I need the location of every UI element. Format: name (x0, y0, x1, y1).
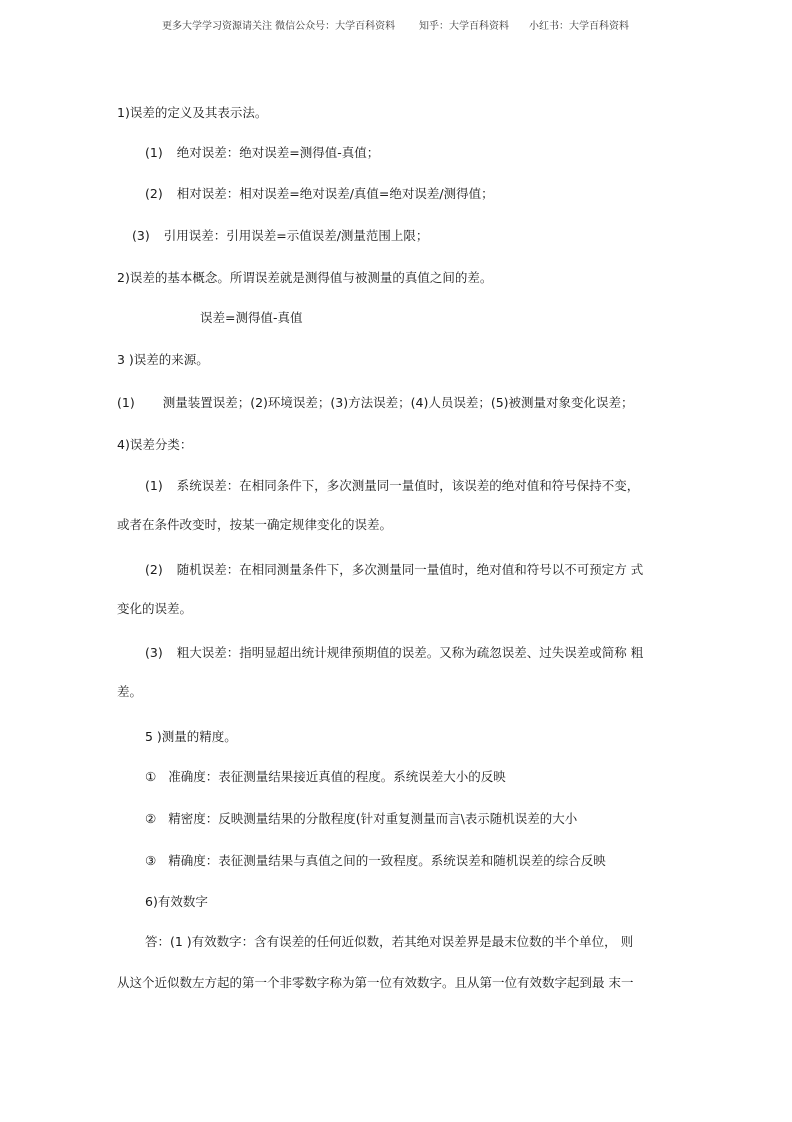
list-item (145, 853, 606, 869)
list-item (145, 562, 643, 578)
item-number: (1) (145, 145, 163, 160)
continuation-line: 变化的误差。 (117, 601, 193, 616)
list-item (117, 395, 634, 411)
header-wechat: 更多大学学习资源请关注 微信公众号：大学百科资料 (162, 21, 396, 32)
item-number: (1) (145, 478, 163, 493)
continuation-line: 或者在条件改变时，按某一确定规律变化的误差。 (117, 517, 393, 532)
section-5-heading: 5 )测量的精度。 (145, 729, 237, 744)
list-item (145, 811, 577, 827)
item-text: 精密度：反映测量结果的分散程度(针对重复测量而言\表示随机误差的大小 (168, 811, 578, 826)
list-item (145, 478, 639, 494)
header-zhihu: 知乎：大学百科资料 (419, 21, 509, 32)
item-text: 系统误差：在相同条件下，多次测量同一量值时，该误差的绝对值和符号保持不变， (176, 478, 640, 493)
continuation-line: 差。 (117, 684, 143, 699)
list-item (132, 228, 428, 244)
item-number: ③ (145, 853, 157, 868)
item-number: (3) (145, 645, 163, 660)
item-number: ② (145, 811, 157, 826)
item-text: 绝对误差：绝对误差=测得值-真值； (176, 145, 380, 160)
list-item (145, 145, 379, 161)
item-number: (2) (145, 562, 163, 577)
list-item (145, 769, 506, 785)
section-1-heading: 1)误差的定义及其表示法。 (117, 105, 268, 120)
item-text: 粗大误差：指明显超出统计规律预期值的误差。又称为疏忽误差、过失误差或简称 粗 (176, 645, 644, 660)
continuation-line: 从这个近似数左方起的第一个非零数字称为第一位有效数字。且从第一位有效数字起到最 末一 (117, 975, 634, 990)
item-text: 测量装置误差；(2)环境误差；(3)方法误差；(4)人员误差；(5)被测量对象变化误差； (162, 395, 634, 410)
section-4-heading: 4)误差分类： (117, 437, 193, 452)
section-3-heading: 3 )误差的来源。 (117, 352, 209, 367)
list-item (145, 645, 643, 661)
section-2-heading: 2)误差的基本概念。所谓误差就是测得值与被测量的真值之间的差。 (117, 270, 493, 285)
formula: 误差=测得值-真值 (200, 310, 303, 325)
item-text: 准确度：表征测量结果接近真值的程度。系统误差大小的反映 (168, 769, 506, 784)
section-6-heading: 6)有效数字 (145, 894, 208, 909)
header-xiaohongshu: 小红书：大学百科资料 (529, 21, 629, 32)
item-number: (2) (145, 186, 163, 201)
item-number: (1) (117, 395, 135, 410)
item-text: 引用误差：引用误差=示值误差/测量范围上限； (163, 228, 429, 243)
answer-line: 答：(1 )有效数字：含有误差的任何近似数，若其绝对误差界是最末位数的半个单位， 则 (145, 934, 634, 949)
item-text: 精确度：表征测量结果与真值之间的一致程度。系统误差和随机误差的综合反映 (168, 853, 606, 868)
item-number: (3) (132, 228, 150, 243)
item-text: 随机误差：在相同测量条件下，多次测量同一量值时，绝对值和符号以不可预定方 式 (176, 562, 644, 577)
item-number: ① (145, 769, 157, 784)
item-text: 相对误差：相对误差=绝对误差/真值=绝对误差/测得值； (176, 186, 494, 201)
list-item (145, 186, 494, 202)
